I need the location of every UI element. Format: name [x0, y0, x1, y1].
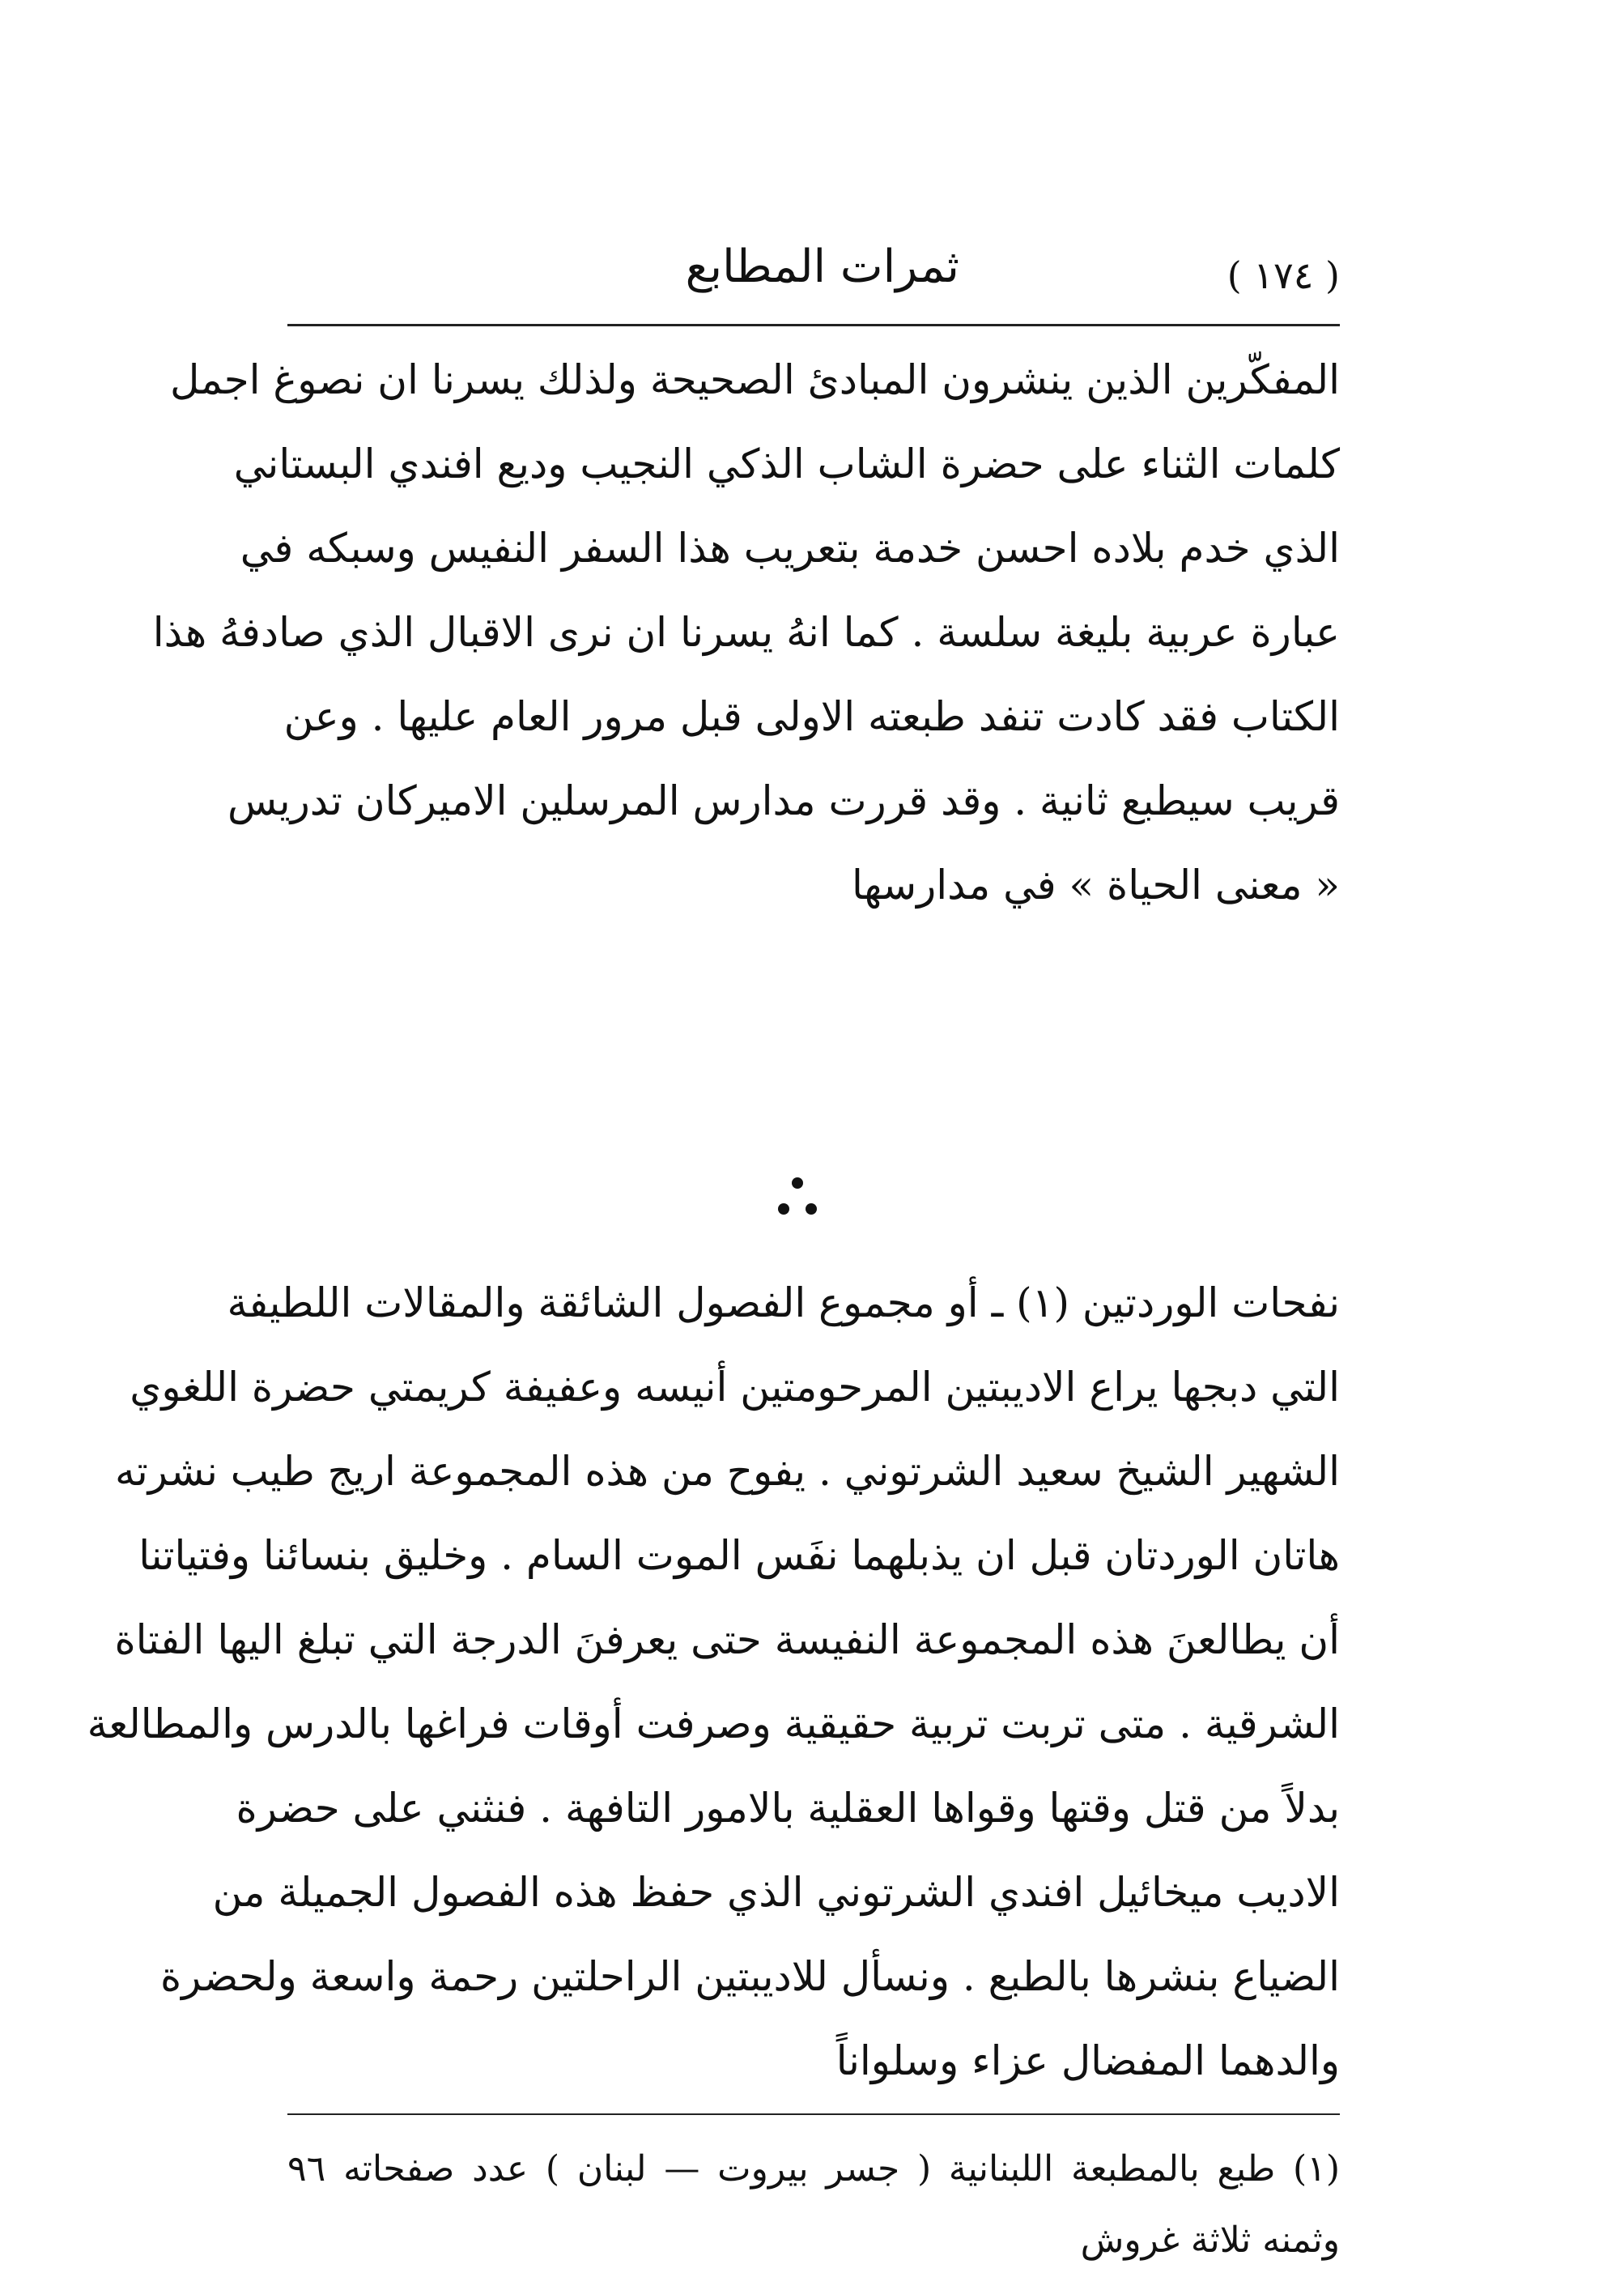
- footnote-line: وثمنه ثلاثة غروش: [1080, 2220, 1340, 2261]
- text-line: هاتان الوردتان قبل ان يذبلهما نفَس الموت السام . وخليق بنسائنا وفتياتنا: [138, 1532, 1340, 1579]
- header-rule: [287, 324, 1340, 326]
- text-line: التي دبجها يراع الاديبتين المرحومتين أنيسه وعفيفة كريمتي حضرة اللغوي: [130, 1364, 1340, 1411]
- text-line: الشرقية . متى تربت تربية حقيقية وصرفت أوقات فراغها بالدرس والمطالعة: [87, 1700, 1340, 1747]
- text-line: الكتاب فقد كادت تنفد طبعته الاولى قبل مرور العام عليها . وعن: [283, 693, 1340, 740]
- running-head: [287, 239, 1340, 316]
- text-line: الضياع بنشرها بالطبع . ونسأل للاديبتين الراحلتين رحمة واسعة ولحضرة: [159, 1953, 1340, 2000]
- text-line: نفحات الوردتين (١) ـ أو مجموع الفصول الشائقة والمقالات اللطيفة: [227, 1279, 1340, 1326]
- paragraph-nafahat-review: [87, 1261, 1340, 2103]
- footnote: [287, 2134, 1340, 2276]
- asterism-ornament: [769, 1170, 826, 1227]
- paragraph-book-review-continued: [152, 338, 1340, 927]
- page-number: ( ١٧٤ ): [1227, 253, 1340, 297]
- text-line: والدهما المفضال عزاء وسلواناً: [835, 2037, 1340, 2084]
- running-title: ثمرات المطابع: [685, 240, 959, 293]
- text-line: المفكّرين الذين ينشرون المبادئ الصحيحة ولذلك يسرنا ان نصوغ اجمل: [169, 356, 1340, 403]
- book-page: [87, 239, 1340, 2261]
- footnote-rule: [287, 2113, 1340, 2115]
- footnote-line: (١) طبع بالمطبعة اللبنانية ( جسر بيروت — لبنان ) عدد صفحاته ٩٦: [287, 2148, 1340, 2190]
- text-line: « معنى الحياة » في مدارسها: [851, 862, 1340, 909]
- text-line: عبارة عربية بليغة سلسة . كما انهُ يسرنا ان نرى الاقبال الذي صادفهُ هذا: [152, 609, 1340, 656]
- text-line: الشهير الشيخ سعيد الشرتوني . يفوح من هذه المجموعة اريج طيب نشرته: [115, 1448, 1340, 1495]
- text-line: الاديب ميخائيل افندي الشرتوني الذي حفظ هذه الفصول الجميلة من: [212, 1869, 1340, 1916]
- text-line: كلمات الثناء على حضرة الشاب الذكي النجيب وديع افندي البستاني: [233, 440, 1340, 487]
- text-line: بدلاً من قتل وقتها وقواها العقلية بالامور التافهة . فنثني على حضرة: [236, 1785, 1340, 1832]
- text-line: أن يطالعنَ هذه المجموعة النفيسة حتى يعرفنَ الدرجة التي تبلغ اليها الفتاة: [114, 1616, 1340, 1663]
- text-line: قريب سيطبع ثانية . وقد قررت مدارس المرسلين الاميركان تدريس: [227, 777, 1340, 824]
- text-line: الذي خدم بلاده احسن خدمة بتعريب هذا السفر النفيس وسبكه في: [240, 525, 1340, 572]
